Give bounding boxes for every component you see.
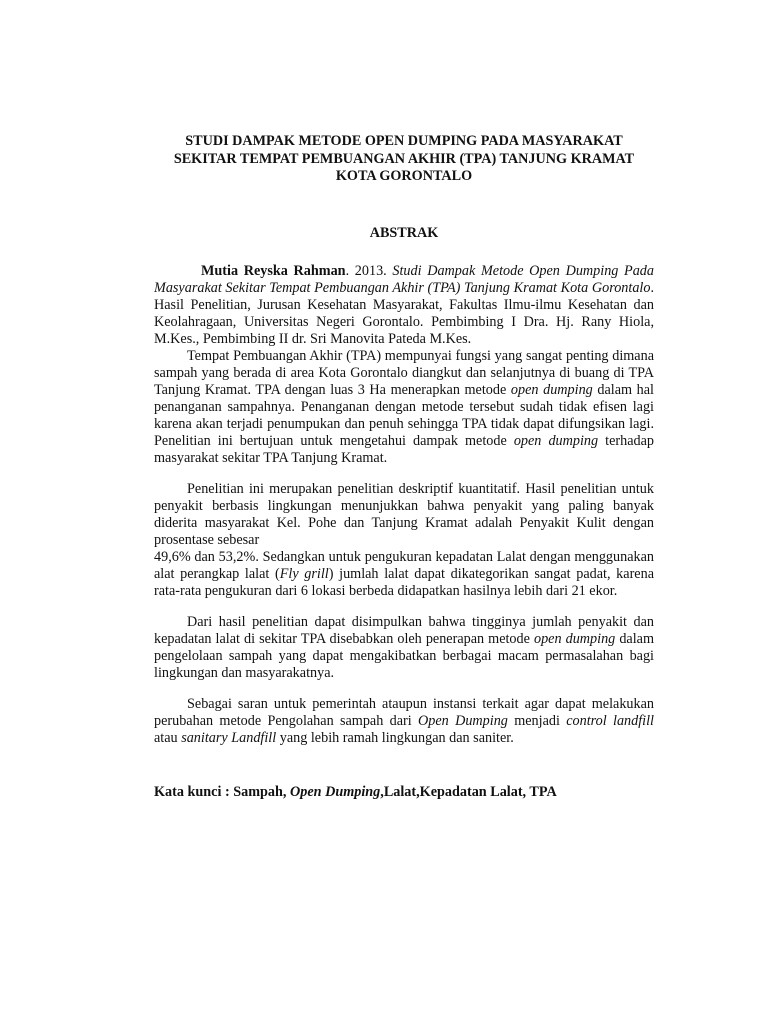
text-run: dalam hal penanganan sampahnya. Penanganan dengan metode tersebut sudah tidak efisen lagi karena akan terjadi penumpukan dan penuh sehingga TPA tidak dapat difungsikan lagi. Penelitian ini bertujuan untuk mengetahui dampak metode (154, 381, 654, 449)
document-title (154, 133, 654, 186)
paragraph-suggestion (154, 696, 654, 747)
italic-term: Fly grill (279, 565, 329, 582)
text-run: terhadap masyarakat sekitar TPA Tanjung Kramat. (154, 432, 654, 466)
text-run: atau (154, 729, 182, 746)
text-run: yang lebih ramah lingkungan dan saniter. (276, 729, 514, 746)
title-line-2: SEKITAR TEMPAT PEMBUANGAN AKHIR (TPA) TANJUNG KRAMAT (173, 150, 635, 167)
paragraph-conclusion (154, 614, 654, 682)
title-line-1: STUDI DAMPAK METODE OPEN DUMPING PADA MASYARAKAT (185, 133, 623, 149)
text-run: Sebagai saran untuk pemerintah ataupun instansi terkait agar dapat melakukan perubahan metode Pengolahan sampah dari (154, 695, 654, 729)
text-run: menjadi (507, 712, 567, 729)
italic-term: control landfill (566, 712, 654, 729)
text-run: Penelitian ini merupakan penelitian deskriptif kuantitatif. Hasil penelitian untuk penyakit berbasis lingkungan menunjukkan bahwa penyakit yang paling banyak diderita masyarakat Kel. Pohe dan Tanjung Kramat adalah Penyakit Kulit dengan prosentase sebesar (154, 480, 654, 548)
citation-details: . Hasil Penelitian, Jurusan Kesehatan Masyarakat, Fakultas Ilmu-ilmu Kesehatan dan Keolahragaan, Universitas Negeri Gorontalo. Pembimbing I Dra. Hj. Rany Hiola, M.Kes., Pembimbing II dr. Sri Manovita Pateda M.Kes. (154, 279, 654, 347)
study-title: Studi Dampak Metode Open Dumping Pada Masyarakat Sekitar Tempat Pembuangan Akhir (TPA) Tanjung Kramat Kota Gorontalo (154, 262, 654, 296)
italic-term: sanitary Landfill (181, 729, 277, 746)
document-page (154, 133, 654, 801)
keywords-line (154, 784, 654, 801)
italic-term: Open Dumping (418, 712, 508, 729)
text-run: 49,6% dan 53,2%. Sedangkan untuk pengukuran kepadatan Lalat dengan menggunakan alat perangkap lalat ( (154, 548, 654, 582)
citation-paragraph (154, 263, 654, 348)
text-run: ) jumlah lalat dapat dikategorikan sangat padat, karena rata-rata pengukuran dari 6 lokasi berbeda didapatkan hasilnya lebih dari 21 ekor. (154, 565, 654, 599)
text-run: Tempat Pembuangan Akhir (TPA) mempunyai fungsi yang sangat penting dimana sampah yang berada di area Kota Gorontalo diangkut dan selanjutnya di buang di TPA Tanjung Kramat. TPA dengan luas 3 Ha menerapkan metode (154, 347, 654, 398)
keywords-label: Kata kunci : Sampah, (154, 783, 290, 800)
text-run: Dari hasil penelitian dapat disimpulkan bahwa tingginya jumlah penyakit dan kepadatan lalat di sekitar TPA disebabkan oleh penerapan metode (154, 613, 654, 647)
abstract-heading: ABSTRAK (369, 224, 439, 241)
paragraph-results (154, 481, 654, 549)
italic-term: open dumping (510, 381, 593, 398)
title-line-3: KOTA GORONTALO (335, 168, 473, 184)
keywords-list: ,Lalat,Kepadatan Lalat, TPA (380, 783, 557, 800)
text-run: dalam pengelolaan sampah yang dapat mengakibatkan berbagai macam permasalahan bagi lingkungan dan masyarakatnya. (154, 630, 654, 681)
author-name: Mutia Reyska Rahman (201, 262, 346, 279)
italic-term: open dumping (513, 432, 599, 449)
italic-term: open dumping (533, 630, 616, 647)
paragraph-results-continued (154, 549, 654, 600)
citation-year: . 2013. (345, 262, 393, 279)
paragraph-background (154, 348, 654, 467)
keyword-italic: Open Dumping (290, 783, 381, 800)
